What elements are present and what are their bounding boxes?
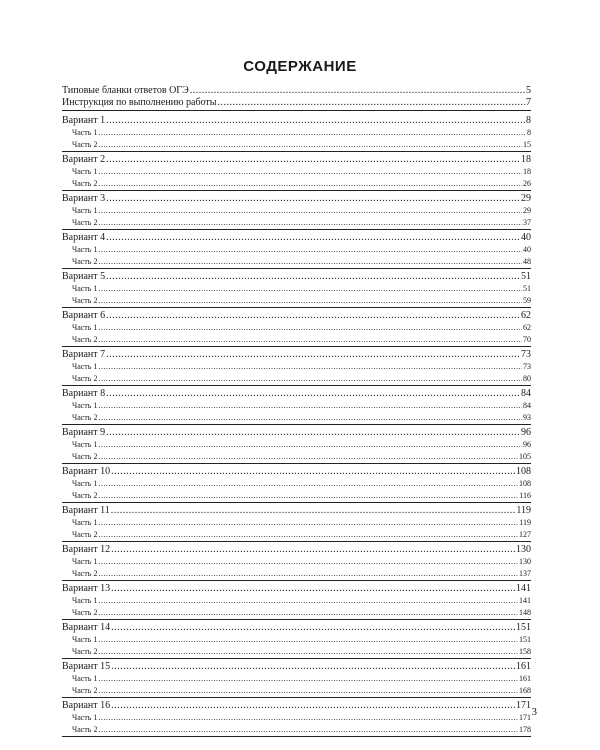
dot-leader [98,334,522,346]
entry-label: Вариант 1 [62,115,106,126]
dot-leader [111,583,515,595]
toc-entry-variant [62,271,531,283]
entry-page-number: 137 [519,568,531,578]
toc-entry-variant [62,505,531,517]
entry-label: Вариант 10 [62,466,111,477]
dot-leader [98,322,522,334]
entry-page-number: 59 [523,295,531,305]
dot-leader [111,466,515,478]
entry-page-number: 80 [523,373,531,383]
entry-label: Инструкция по выполнению работы [62,97,217,108]
toc-entry-front [62,97,531,109]
entry-page-number: 62 [523,323,531,332]
divider [62,580,531,581]
entry-page-number: 151 [519,635,531,644]
divider [62,502,531,503]
entry-label: Часть 1 [72,401,98,410]
table-of-contents [62,85,531,738]
dot-leader [98,205,522,217]
entry-page-number: 37 [523,217,531,227]
entry-page-number: 171 [516,700,531,711]
dot-leader [98,568,518,580]
entry-label: Часть 2 [72,724,98,734]
entry-label: Вариант 3 [62,193,106,204]
dot-leader [98,412,522,424]
toc-entry-part [62,712,531,724]
toc-entry-part [62,595,531,607]
dot-leader [98,361,522,373]
divider [62,307,531,308]
entry-page-number: 141 [516,583,531,594]
divider [62,151,531,152]
toc-entry-variant [62,349,531,361]
entry-label: Часть 1 [72,323,98,332]
dot-leader [98,400,522,412]
entry-page-number: 108 [519,479,531,488]
dot-leader [98,256,522,268]
dot-leader [98,646,518,658]
entry-page-number: 26 [523,178,531,188]
entry-page-number: 116 [519,490,531,500]
toc-entry-part [62,556,531,568]
entry-page-number: 96 [523,440,531,449]
entry-label: Вариант 16 [62,700,111,711]
entry-page-number: 73 [521,349,531,360]
dot-leader [98,217,522,229]
toc-entry-part [62,478,531,490]
dot-leader [98,724,518,736]
entry-label: Часть 2 [72,373,98,383]
entry-label: Часть 1 [72,596,98,605]
toc-entry-variant [62,427,531,439]
dot-leader [98,451,518,463]
entry-label: Часть 2 [72,295,98,305]
entry-label: Часть 2 [72,685,98,695]
dot-leader [98,373,522,385]
entry-page-number: 18 [523,167,531,176]
entry-page-number: 15 [523,139,531,149]
divider [62,736,531,737]
entry-page-number: 93 [523,412,531,422]
entry-label: Вариант 6 [62,310,106,321]
dot-leader [98,685,518,697]
toc-entry-variant [62,700,531,712]
toc-entry-variant [62,154,531,166]
entry-label: Часть 1 [72,284,98,293]
toc-entry-part [62,295,531,307]
entry-page-number: 40 [521,232,531,243]
dot-leader [98,595,518,607]
entry-label: Типовые бланки ответов ОГЭ [62,85,189,96]
dot-leader [98,634,518,646]
entry-page-number: 130 [516,544,531,555]
dot-leader [106,232,520,244]
entry-label: Вариант 2 [62,154,106,165]
divider [62,268,531,269]
toc-entry-part [62,139,531,151]
entry-label: Часть 2 [72,256,98,266]
divider [62,424,531,425]
entry-label: Часть 2 [72,334,98,344]
divider [62,229,531,230]
toc-entry-part [62,685,531,697]
entry-label: Часть 1 [72,362,98,371]
entry-label: Вариант 9 [62,427,106,438]
toc-entry-part [62,217,531,229]
entry-page-number: 127 [519,529,531,539]
entry-page-number: 51 [523,284,531,293]
page-title: СОДЕРЖАНИЕ [243,58,357,75]
toc-entry-part [62,646,531,658]
entry-label: Часть 2 [72,646,98,656]
toc-entry-variant [62,310,531,322]
entry-page-number: 18 [521,154,531,165]
entry-label: Часть 2 [72,451,98,461]
entry-label: Часть 1 [72,440,98,449]
toc-entry-part [62,322,531,334]
entry-page-number: 158 [519,646,531,656]
entry-label: Часть 2 [72,412,98,422]
dot-leader [98,178,522,190]
entry-page-number: 7 [526,97,531,108]
entry-label: Вариант 4 [62,232,106,243]
dot-leader [106,388,520,400]
toc-entry-variant [62,193,531,205]
entry-label: Часть 2 [72,529,98,539]
entry-label: Вариант 7 [62,349,106,360]
entry-page-number: 130 [519,557,531,566]
dot-leader [98,478,518,490]
dot-leader [190,85,525,97]
entry-page-number: 62 [521,310,531,321]
entry-label: Вариант 15 [62,661,111,672]
divider [62,463,531,464]
dot-leader [98,556,518,568]
dot-leader [111,700,515,712]
dot-leader [98,517,518,529]
entry-page-number: 141 [519,596,531,605]
dot-leader [98,490,518,502]
entry-label: Часть 1 [72,206,98,215]
toc-entry-part [62,283,531,295]
toc-entry-part [62,439,531,451]
dot-leader [98,295,522,307]
toc-entry-variant [62,622,531,634]
dot-leader [106,310,520,322]
entry-page-number: 73 [523,362,531,371]
toc-entry-part [62,361,531,373]
toc-entry-part [62,673,531,685]
entry-page-number: 161 [519,674,531,683]
entry-page-number: 108 [516,466,531,477]
entry-label: Часть 1 [72,518,98,527]
divider [62,385,531,386]
entry-page-number: 171 [519,713,531,722]
toc-entry-part [62,568,531,580]
toc-entry-part [62,400,531,412]
entry-label: Вариант 13 [62,583,111,594]
dot-leader [98,139,522,151]
dot-leader [98,607,518,619]
divider [62,110,531,111]
toc-entry-part [62,373,531,385]
toc-entry-part [62,127,531,139]
dot-leader [106,427,520,439]
entry-label: Вариант 11 [62,505,110,516]
entry-page-number: 119 [516,505,531,516]
toc-entry-part [62,334,531,346]
toc-entry-variant [62,583,531,595]
entry-page-number: 151 [516,622,531,633]
toc-entry-part [62,529,531,541]
toc-entry-part [62,634,531,646]
dot-leader [106,271,520,283]
entry-page-number: 29 [523,206,531,215]
toc-entry-variant [62,661,531,673]
dot-leader [98,673,518,685]
entry-page-number: 119 [519,518,531,527]
entry-label: Часть 1 [72,128,98,137]
toc-entry-part [62,490,531,502]
divider [62,541,531,542]
entry-label: Часть 2 [72,490,98,500]
dot-leader [111,505,516,517]
dot-leader [106,115,525,127]
entry-page-number: 161 [516,661,531,672]
entry-page-number: 8 [527,128,531,137]
entry-label: Часть 2 [72,607,98,617]
dot-leader [111,544,515,556]
toc-entry-part [62,256,531,268]
toc-entry-part [62,244,531,256]
toc-entry-variant [62,466,531,478]
divider [62,190,531,191]
entry-label: Часть 1 [72,167,98,176]
entry-page-number: 29 [521,193,531,204]
divider [62,697,531,698]
entry-label: Вариант 8 [62,388,106,399]
toc-entry-part [62,517,531,529]
dot-leader [106,193,520,205]
entry-label: Часть 1 [72,635,98,644]
entry-label: Часть 1 [72,557,98,566]
dot-leader [111,661,515,673]
dot-leader [98,166,522,178]
entry-page-number: 84 [521,388,531,399]
entry-label: Часть 2 [72,139,98,149]
entry-page-number: 51 [521,271,531,282]
entry-page-number: 148 [519,607,531,617]
page-number: 3 [531,706,537,718]
entry-page-number: 96 [521,427,531,438]
entry-label: Часть 2 [72,178,98,188]
divider [62,658,531,659]
entry-page-number: 70 [523,334,531,344]
dot-leader [98,283,522,295]
entry-label: Часть 1 [72,245,98,254]
entry-page-number: 105 [519,451,531,461]
dot-leader [98,127,526,139]
dot-leader [106,349,520,361]
entry-label: Часть 1 [72,674,98,683]
toc-entry-part [62,607,531,619]
toc-entry-part [62,451,531,463]
dot-leader [106,154,520,166]
entry-page-number: 48 [523,256,531,266]
dot-leader [98,529,518,541]
entry-page-number: 168 [519,685,531,695]
entry-page-number: 40 [523,245,531,254]
toc-entry-part [62,724,531,736]
dot-leader [98,712,518,724]
entry-label: Вариант 12 [62,544,111,555]
toc-entry-variant [62,388,531,400]
toc-entry-part [62,412,531,424]
toc-entry-variant [62,115,531,127]
toc-entry-front [62,85,531,97]
toc-entry-part [62,178,531,190]
toc-entry-variant [62,544,531,556]
entry-page-number: 178 [519,724,531,734]
dot-leader [111,622,515,634]
entry-page-number: 84 [523,401,531,410]
entry-label: Часть 2 [72,568,98,578]
dot-leader [217,97,525,109]
entry-label: Часть 1 [72,713,98,722]
divider [62,346,531,347]
toc-entry-variant [62,232,531,244]
toc-entry-part [62,205,531,217]
dot-leader [98,244,522,256]
divider [62,619,531,620]
entry-page-number: 5 [526,85,531,96]
dot-leader [98,439,522,451]
entry-label: Часть 2 [72,217,98,227]
entry-page-number: 8 [526,115,531,126]
toc-entry-part [62,166,531,178]
entry-label: Вариант 14 [62,622,111,633]
entry-label: Часть 1 [72,479,98,488]
entry-label: Вариант 5 [62,271,106,282]
